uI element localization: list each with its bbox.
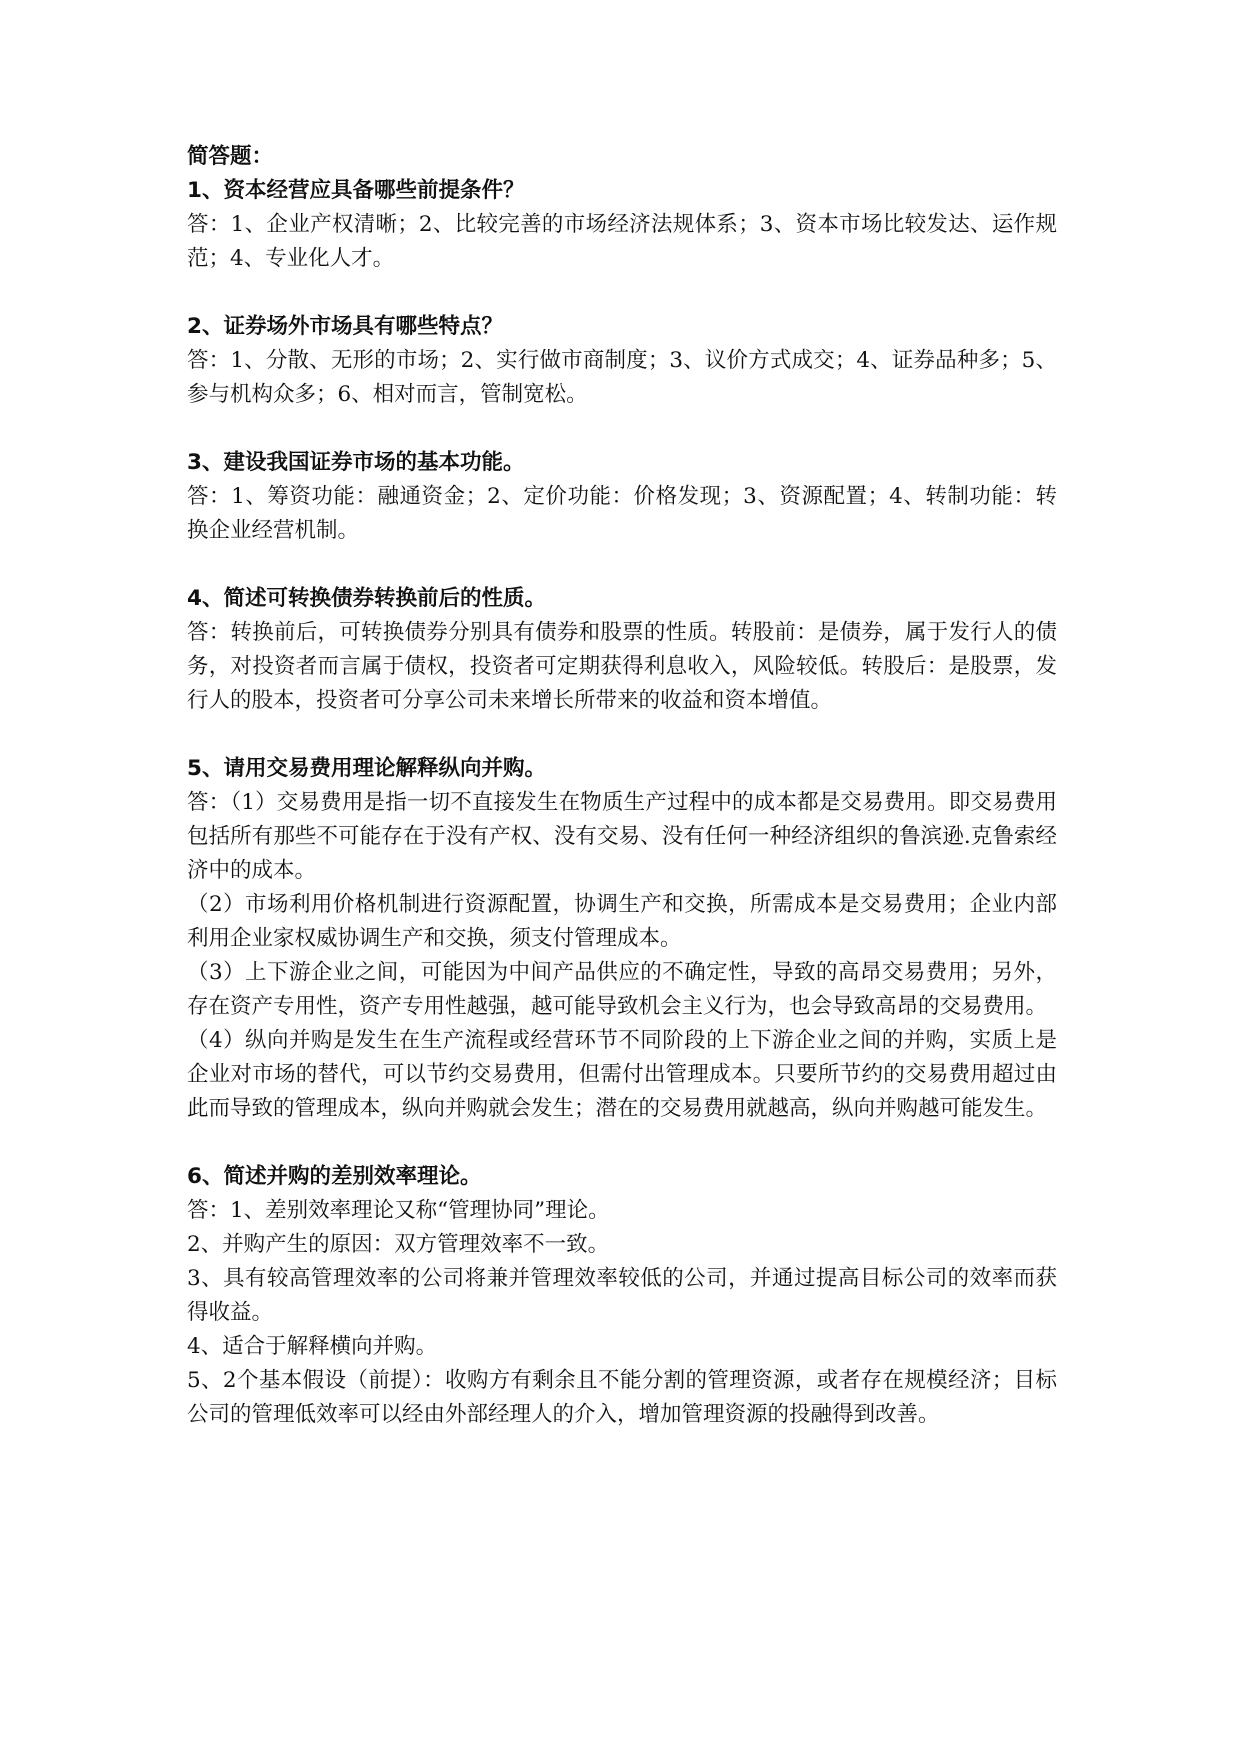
question-heading: 4、简述可转换债券转换前后的性质。 — [187, 586, 546, 611]
answer-paragraph: 2、并购产生的原因：双方管理效率不一致。 — [187, 1232, 610, 1257]
question-heading: 2、证券场外市场具有哪些特点？ — [187, 314, 503, 339]
document-page — [187, 140, 1057, 1432]
qa-section-2 — [187, 310, 1057, 412]
answer-paragraph: （4）纵向并购是发生在生产流程或经营环节不同阶段的上下游企业之间的并购，实质上是企业对市场的替代，可以节约交易费用，但需付出管理成本。只要所节约的交易费用超过由此而导致的管理成本，纵向并购就会发生；潜在的交易费用就越高，纵向并购越可能发生。 — [187, 1028, 1057, 1121]
answer-paragraph: 答：1、差别效率理论又称“管理协同”理论。 — [187, 1198, 610, 1223]
answer-paragraph: 答：1、企业产权清晰；2、比较完善的市场经济法规体系；3、资本市场比较发达、运作规范；4、专业化人才。 — [187, 212, 1057, 271]
qa-section-4 — [187, 582, 1057, 718]
answer-paragraph: 答：1、分散、无形的市场；2、实行做市商制度；3、议价方式成交；4、证券品种多；5、参与机构众多；6、相对而言，管制宽松。 — [187, 348, 1057, 407]
question-heading: 1、资本经营应具备哪些前提条件？ — [187, 178, 525, 203]
answer-paragraph: 答：（1）交易费用是指一切不直接发生在物质生产过程中的成本都是交易费用。即交易费用包括所有那些不可能存在于没有产权、没有交易、没有任何一种经济组织的鲁滨逊.克鲁索经济中的成本。 — [187, 790, 1057, 883]
qa-section-5 — [187, 752, 1057, 1126]
question-heading: 6、简述并购的差别效率理论。 — [187, 1164, 482, 1189]
qa-section-6 — [187, 1160, 1057, 1432]
qa-section-1 — [187, 174, 1057, 276]
answer-paragraph: 4、适合于解释横向并购。 — [187, 1334, 438, 1359]
answer-paragraph: 3、具有较高管理效率的公司将兼并管理效率较低的公司，并通过提高目标公司的效率而获得收益。 — [187, 1266, 1057, 1325]
answer-paragraph: 5、2个基本假设（前提）：收购方有剩余且不能分割的管理资源，或者存在规模经济；目标公司的管理低效率可以经由外部经理人的介入，增加管理资源的投融得到改善。 — [187, 1368, 1057, 1427]
answer-paragraph: 答：转换前后，可转换债券分别具有债券和股票的性质。转股前：是债券，属于发行人的债务，对投资者而言属于债权，投资者可定期获得利息收入，风险较低。转股后：是股票，发行人的股本，投资者可分享公司未来增长所带来的收益和资本增值。 — [187, 620, 1057, 713]
question-heading: 3、建设我国证券市场的基本功能。 — [187, 450, 525, 475]
document-title: 简答题： — [187, 144, 274, 169]
answer-paragraph: 答：1、筹资功能：融通资金；2、定价功能：价格发现；3、资源配置；4、转制功能：转换企业经营机制。 — [187, 484, 1057, 543]
qa-section-3 — [187, 446, 1057, 548]
question-heading: 5、请用交易费用理论解释纵向并购。 — [187, 756, 546, 781]
answer-paragraph: （2）市场利用价格机制进行资源配置，协调生产和交换，所需成本是交易费用；企业内部利用企业家权威协调生产和交换，须支付管理成本。 — [187, 892, 1057, 951]
answer-paragraph: （3）上下游企业之间，可能因为中间产品供应的不确定性，导致的高昂交易费用；另外，存在资产专用性，资产专用性越强，越可能导致机会主义行为，也会导致高昂的交易费用。 — [187, 960, 1057, 1019]
